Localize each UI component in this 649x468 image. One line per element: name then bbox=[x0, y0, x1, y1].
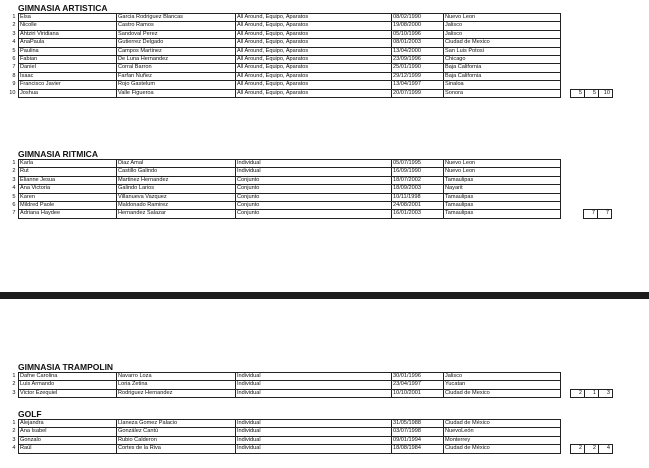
row-number: 9 bbox=[12, 81, 16, 88]
section-title-trampolin: GIMNASIA TRAMPOLIN bbox=[18, 362, 114, 372]
first-name-cell: Paulina bbox=[18, 47, 116, 55]
summary-count-cell bbox=[570, 14, 584, 22]
birth-date-cell: 18/09/2003 bbox=[391, 185, 443, 193]
first-name-cell: Dafne Carolina bbox=[18, 373, 116, 381]
event-cell: Conjunto bbox=[235, 202, 391, 210]
row-number: 4 bbox=[12, 445, 16, 452]
summary-count-cell: 3 bbox=[598, 389, 612, 397]
summary-count-cell bbox=[597, 202, 611, 210]
first-name-cell: Ahtziri Viridiana bbox=[18, 30, 116, 38]
event-cell: Conjunto bbox=[235, 176, 391, 184]
place-cell: Baja California bbox=[443, 72, 560, 80]
row-number: 3 bbox=[12, 30, 16, 37]
first-name-cell: Adriana Haydee bbox=[18, 210, 116, 218]
row-number: 4 bbox=[12, 185, 16, 192]
table-row bbox=[0, 193, 611, 201]
summary-count-cell bbox=[570, 436, 584, 444]
first-name-cell: Luis Armando bbox=[18, 381, 116, 389]
event-cell: Individual bbox=[235, 389, 391, 397]
last-name-cell: Rubio Calderon bbox=[116, 436, 235, 444]
first-name-cell: AnaPaula bbox=[18, 39, 116, 47]
summary-count-cell bbox=[570, 160, 584, 168]
spacer-cell bbox=[560, 420, 570, 428]
table-row bbox=[0, 202, 611, 210]
birth-date-cell: 23/04/1997 bbox=[391, 381, 443, 389]
table-row bbox=[0, 210, 611, 218]
row-number: 5 bbox=[12, 193, 16, 200]
summary-count-cell bbox=[584, 373, 598, 381]
summary-count-cell: 5 bbox=[570, 89, 584, 97]
spacer-cell bbox=[560, 39, 570, 47]
place-cell: NuevoLeón bbox=[443, 428, 560, 436]
spacer-cell bbox=[560, 160, 570, 168]
summary-count-cell bbox=[597, 193, 611, 201]
place-cell: Jalisco bbox=[443, 373, 560, 381]
summary-count-cell bbox=[584, 381, 598, 389]
last-name-cell: Castro Ramos bbox=[116, 22, 235, 30]
place-cell: Tamaulipas bbox=[443, 202, 560, 210]
spacer-cell bbox=[560, 89, 570, 97]
table-row bbox=[0, 81, 612, 89]
table-artistica bbox=[0, 13, 613, 98]
birth-date-cell: 30/01/1996 bbox=[391, 373, 443, 381]
place-cell: Nuevo Leon bbox=[443, 14, 560, 22]
table-row bbox=[0, 89, 612, 97]
table-row bbox=[0, 14, 612, 22]
last-name-cell: Farfan Nuñez bbox=[116, 72, 235, 80]
row-number: 10 bbox=[9, 89, 16, 96]
first-name-cell: Victor Ezequiel bbox=[18, 389, 116, 397]
first-name-cell: Rut bbox=[18, 168, 116, 176]
summary-count-cell bbox=[570, 381, 584, 389]
summary-count-cell bbox=[597, 185, 611, 193]
spacer-cell bbox=[560, 381, 570, 389]
place-cell: Jalisco bbox=[443, 22, 560, 30]
last-name-cell: Rojo Gastelum bbox=[116, 81, 235, 89]
row-number: 1 bbox=[12, 160, 16, 166]
summary-count-cell bbox=[584, 39, 598, 47]
last-name-cell: Campos Martinez bbox=[116, 47, 235, 55]
row-number: 4 bbox=[12, 39, 16, 46]
birth-date-cell: 20/07/1999 bbox=[391, 89, 443, 97]
row-number: 1 bbox=[12, 420, 16, 426]
summary-count-cell bbox=[570, 176, 584, 184]
summary-count-cell bbox=[597, 176, 611, 184]
first-name-cell: Ana Isabel bbox=[18, 428, 116, 436]
last-name-cell: Llaneza Gomez Palacio bbox=[116, 420, 235, 428]
event-cell: Conjunto bbox=[235, 193, 391, 201]
place-cell: Ciudad de Mexico bbox=[443, 39, 560, 47]
row-number: 7 bbox=[12, 64, 16, 71]
summary-count-cell bbox=[597, 160, 611, 168]
birth-date-cell: 13/04/1997 bbox=[391, 81, 443, 89]
event-cell: Individual bbox=[235, 373, 391, 381]
birth-date-cell: 23/09/1996 bbox=[391, 56, 443, 64]
first-name-cell: Nicolle bbox=[18, 22, 116, 30]
birth-date-cell: 08/01/2003 bbox=[391, 39, 443, 47]
table-row bbox=[0, 56, 612, 64]
row-number: 3 bbox=[12, 436, 16, 443]
event-cell: All Around, Equipo, Aparatos bbox=[235, 30, 391, 38]
last-name-cell: Galindo Larios bbox=[116, 185, 235, 193]
spacer-cell bbox=[560, 185, 570, 193]
place-cell: Ciudad de México bbox=[443, 445, 560, 453]
first-name-cell: Francisco Javier bbox=[18, 81, 116, 89]
table-row bbox=[0, 47, 612, 55]
summary-count-cell bbox=[584, 436, 598, 444]
birth-date-cell: 08/02/1990 bbox=[391, 14, 443, 22]
spacer-cell bbox=[560, 193, 570, 201]
first-name-cell: Mildred Paole bbox=[18, 202, 116, 210]
birth-date-cell: 18/07/2002 bbox=[391, 176, 443, 184]
summary-count-cell bbox=[570, 39, 584, 47]
summary-count-cell bbox=[570, 373, 584, 381]
summary-count-cell bbox=[584, 420, 598, 428]
summary-count-cell bbox=[570, 56, 584, 64]
birth-date-cell: 13/04/2000 bbox=[391, 47, 443, 55]
table-row bbox=[0, 168, 611, 176]
place-cell: Monterrey bbox=[443, 436, 560, 444]
birth-date-cell: 18/08/1984 bbox=[391, 445, 443, 453]
place-cell: Jalisco bbox=[443, 30, 560, 38]
row-number: 6 bbox=[12, 202, 16, 209]
spacer-cell bbox=[560, 436, 570, 444]
event-cell: Individual bbox=[235, 160, 391, 168]
event-cell: All Around, Equipo, Aparatos bbox=[235, 64, 391, 72]
last-name-cell: Loria Zetina bbox=[116, 381, 235, 389]
place-cell: Nuevo Leon bbox=[443, 160, 560, 168]
table-row bbox=[0, 436, 612, 444]
summary-count-cell bbox=[583, 168, 597, 176]
section-title-ritmica: GIMNASIA RITMICA bbox=[18, 149, 98, 159]
summary-count-cell bbox=[570, 185, 584, 193]
spacer-cell bbox=[560, 22, 570, 30]
summary-count-cell bbox=[584, 22, 598, 30]
first-name-cell: Alejandra bbox=[18, 420, 116, 428]
event-cell: Individual bbox=[235, 168, 391, 176]
last-name-cell: Castillo Galindo bbox=[116, 168, 235, 176]
summary-count-cell: 1 bbox=[584, 389, 598, 397]
summary-count-cell bbox=[597, 168, 611, 176]
summary-count-cell bbox=[584, 428, 598, 436]
summary-count-cell bbox=[570, 72, 584, 80]
event-cell: All Around, Equipo, Aparatos bbox=[235, 39, 391, 47]
last-name-cell: Garcia Rodriguez Blancas bbox=[116, 14, 235, 22]
first-name-cell: Karla bbox=[18, 160, 116, 168]
table-row bbox=[0, 30, 612, 38]
row-number: 2 bbox=[12, 22, 16, 29]
summary-count-cell bbox=[570, 193, 584, 201]
event-cell: Individual bbox=[235, 381, 391, 389]
spacer-cell bbox=[560, 30, 570, 38]
event-cell: All Around, Equipo, Aparatos bbox=[235, 47, 391, 55]
table-row bbox=[0, 373, 612, 381]
event-cell: Conjunto bbox=[235, 185, 391, 193]
place-cell: San Luis Potosi bbox=[443, 47, 560, 55]
summary-count-cell bbox=[570, 168, 584, 176]
event-cell: All Around, Equipo, Aparatos bbox=[235, 14, 391, 22]
row-number: 3 bbox=[12, 176, 16, 183]
place-cell: Sinaloa bbox=[443, 81, 560, 89]
event-cell: All Around, Equipo, Aparatos bbox=[235, 72, 391, 80]
row-number: 1 bbox=[12, 373, 16, 379]
table-row bbox=[0, 420, 612, 428]
event-cell: All Around, Equipo, Aparatos bbox=[235, 56, 391, 64]
row-number: 2 bbox=[12, 381, 16, 388]
summary-count-cell bbox=[598, 373, 612, 381]
last-name-cell: Cortes de la Riva bbox=[116, 445, 235, 453]
table-row bbox=[0, 64, 612, 72]
summary-count-cell bbox=[598, 72, 612, 80]
spacer-cell bbox=[560, 14, 570, 22]
summary-count-cell bbox=[570, 420, 584, 428]
place-cell: Yucatan bbox=[443, 381, 560, 389]
place-cell: Nuevo Leon bbox=[443, 168, 560, 176]
last-name-cell: De Luna Hernandez bbox=[116, 56, 235, 64]
birth-date-cell: 10/10/2001 bbox=[391, 389, 443, 397]
birth-date-cell: 03/07/1998 bbox=[391, 428, 443, 436]
summary-count-cell bbox=[598, 30, 612, 38]
summary-count-cell bbox=[570, 64, 584, 72]
place-cell: Sonora bbox=[443, 89, 560, 97]
page-divider-bar bbox=[0, 292, 649, 299]
event-cell: Individual bbox=[235, 445, 391, 453]
summary-count-cell bbox=[598, 14, 612, 22]
spacer-cell bbox=[560, 428, 570, 436]
birth-date-cell: 05/10/1996 bbox=[391, 30, 443, 38]
summary-count-cell bbox=[598, 420, 612, 428]
last-name-cell: Maldonado Ramirez bbox=[116, 202, 235, 210]
place-cell: Baja California bbox=[443, 64, 560, 72]
last-name-cell: Villanueva Vazquez bbox=[116, 193, 235, 201]
last-name-cell: Navarro Loza bbox=[116, 373, 235, 381]
first-name-cell: Joshua bbox=[18, 89, 116, 97]
birth-date-cell: 29/12/1999 bbox=[391, 72, 443, 80]
summary-count-cell bbox=[598, 64, 612, 72]
row-number: 1 bbox=[12, 14, 16, 20]
first-name-cell: Raúl bbox=[18, 445, 116, 453]
summary-count-cell bbox=[598, 56, 612, 64]
table-trampolin bbox=[0, 372, 613, 398]
birth-date-cell: 16/01/2003 bbox=[391, 210, 443, 218]
summary-count-cell bbox=[584, 14, 598, 22]
summary-count-cell bbox=[598, 39, 612, 47]
summary-count-cell bbox=[570, 47, 584, 55]
last-name-cell: Gutierrez Delgado bbox=[116, 39, 235, 47]
summary-count-cell bbox=[598, 22, 612, 30]
birth-date-cell: 10/11/1998 bbox=[391, 193, 443, 201]
spacer-cell bbox=[560, 202, 570, 210]
row-number: 2 bbox=[12, 428, 16, 435]
spacer-cell bbox=[560, 210, 570, 218]
spacer-cell bbox=[560, 373, 570, 381]
table-row bbox=[0, 389, 612, 397]
summary-count-cell bbox=[583, 193, 597, 201]
spacer-cell bbox=[560, 445, 570, 453]
spacer-cell bbox=[560, 168, 570, 176]
spacer-cell bbox=[560, 47, 570, 55]
event-cell: Individual bbox=[235, 436, 391, 444]
spacer-cell bbox=[560, 64, 570, 72]
table-row bbox=[0, 22, 612, 30]
summary-count-cell: 10 bbox=[598, 89, 612, 97]
first-name-cell: Gonzalo bbox=[18, 436, 116, 444]
spacer-cell bbox=[560, 72, 570, 80]
summary-count-cell bbox=[583, 202, 597, 210]
table-row bbox=[0, 445, 612, 453]
first-name-cell: Daniel bbox=[18, 64, 116, 72]
table-row bbox=[0, 381, 612, 389]
place-cell: Chicago bbox=[443, 56, 560, 64]
section-title-golf: GOLF bbox=[18, 409, 42, 419]
summary-count-cell: 2 bbox=[570, 389, 584, 397]
table-row bbox=[0, 176, 611, 184]
row-number: 8 bbox=[12, 72, 16, 79]
first-name-cell: Fabian bbox=[18, 56, 116, 64]
table-row bbox=[0, 428, 612, 436]
summary-count-cell bbox=[584, 81, 598, 89]
event-cell: All Around, Equipo, Aparatos bbox=[235, 22, 391, 30]
first-name-cell: Karen bbox=[18, 193, 116, 201]
row-number: 3 bbox=[12, 389, 16, 396]
summary-count-cell bbox=[570, 202, 584, 210]
birth-date-cell: 25/01/1990 bbox=[391, 64, 443, 72]
last-name-cell: Hernandez Salazar bbox=[116, 210, 235, 218]
place-cell: Ciudad de México bbox=[443, 420, 560, 428]
summary-count-cell bbox=[598, 428, 612, 436]
row-number: 7 bbox=[12, 210, 16, 217]
event-cell: Conjunto bbox=[235, 210, 391, 218]
summary-count-cell bbox=[583, 176, 597, 184]
summary-count-cell bbox=[584, 56, 598, 64]
last-name-cell: Corral Barron bbox=[116, 64, 235, 72]
table-ritmica bbox=[0, 159, 612, 219]
summary-count-cell bbox=[584, 64, 598, 72]
event-cell: Individual bbox=[235, 420, 391, 428]
birth-date-cell: 09/01/1994 bbox=[391, 436, 443, 444]
place-cell: Ciudad de Mexico bbox=[443, 389, 560, 397]
summary-count-cell bbox=[570, 30, 584, 38]
last-name-cell: González Cantú bbox=[116, 428, 235, 436]
summary-count-cell: 7 bbox=[583, 210, 597, 218]
birth-date-cell: 05/07/1995 bbox=[391, 160, 443, 168]
summary-count-cell: 5 bbox=[584, 89, 598, 97]
summary-count-cell: 7 bbox=[597, 210, 611, 218]
table-row bbox=[0, 72, 612, 80]
summary-count-cell: 2 bbox=[570, 445, 584, 453]
table-golf bbox=[0, 419, 613, 454]
summary-count-cell bbox=[584, 72, 598, 80]
row-number: 2 bbox=[12, 168, 16, 175]
summary-count-cell bbox=[583, 185, 597, 193]
summary-count-cell: 4 bbox=[598, 445, 612, 453]
event-cell: All Around, Equipo, Aparatos bbox=[235, 81, 391, 89]
summary-count-cell bbox=[598, 381, 612, 389]
summary-count-cell bbox=[570, 22, 584, 30]
summary-count-cell bbox=[598, 81, 612, 89]
table-row bbox=[0, 39, 612, 47]
table-row bbox=[0, 160, 611, 168]
first-name-cell: Elsa bbox=[18, 14, 116, 22]
section-title-artistica: GIMNASIA ARTISTICA bbox=[18, 3, 108, 13]
summary-count-cell bbox=[570, 81, 584, 89]
spacer-cell bbox=[560, 81, 570, 89]
last-name-cell: Martinez Hernandez bbox=[116, 176, 235, 184]
event-cell: Individual bbox=[235, 428, 391, 436]
last-name-cell: Valle Figueroa bbox=[116, 89, 235, 97]
birth-date-cell: 19/08/2000 bbox=[391, 22, 443, 30]
place-cell: Tamaulipas bbox=[443, 193, 560, 201]
summary-count-cell bbox=[583, 160, 597, 168]
summary-count-cell bbox=[570, 428, 584, 436]
table-row bbox=[0, 185, 611, 193]
first-name-cell: Isaac bbox=[18, 72, 116, 80]
place-cell: Tamaulipas bbox=[443, 210, 560, 218]
place-cell: Nayarit bbox=[443, 185, 560, 193]
first-name-cell: Ana Victoria bbox=[18, 185, 116, 193]
first-name-cell: Elianne Jesua bbox=[18, 176, 116, 184]
summary-count-cell bbox=[584, 47, 598, 55]
spacer-cell bbox=[560, 389, 570, 397]
place-cell: Tamaulipas bbox=[443, 176, 560, 184]
event-cell: All Around, Equipo, Aparatos bbox=[235, 89, 391, 97]
summary-count-cell bbox=[598, 47, 612, 55]
row-number: 5 bbox=[12, 47, 16, 54]
spacer-cell bbox=[560, 176, 570, 184]
summary-count-cell: 2 bbox=[584, 445, 598, 453]
last-name-cell: Sandoval Perez bbox=[116, 30, 235, 38]
last-name-cell: Diaz Amal bbox=[116, 160, 235, 168]
birth-date-cell: 31/05/1988 bbox=[391, 420, 443, 428]
last-name-cell: Rodriguez Hernandez bbox=[116, 389, 235, 397]
spacer-cell bbox=[560, 56, 570, 64]
birth-date-cell: 24/08/2001 bbox=[391, 202, 443, 210]
summary-count-cell bbox=[584, 30, 598, 38]
birth-date-cell: 16/09/1990 bbox=[391, 168, 443, 176]
summary-count-cell bbox=[570, 210, 584, 218]
summary-count-cell bbox=[598, 436, 612, 444]
row-number: 6 bbox=[12, 56, 16, 63]
